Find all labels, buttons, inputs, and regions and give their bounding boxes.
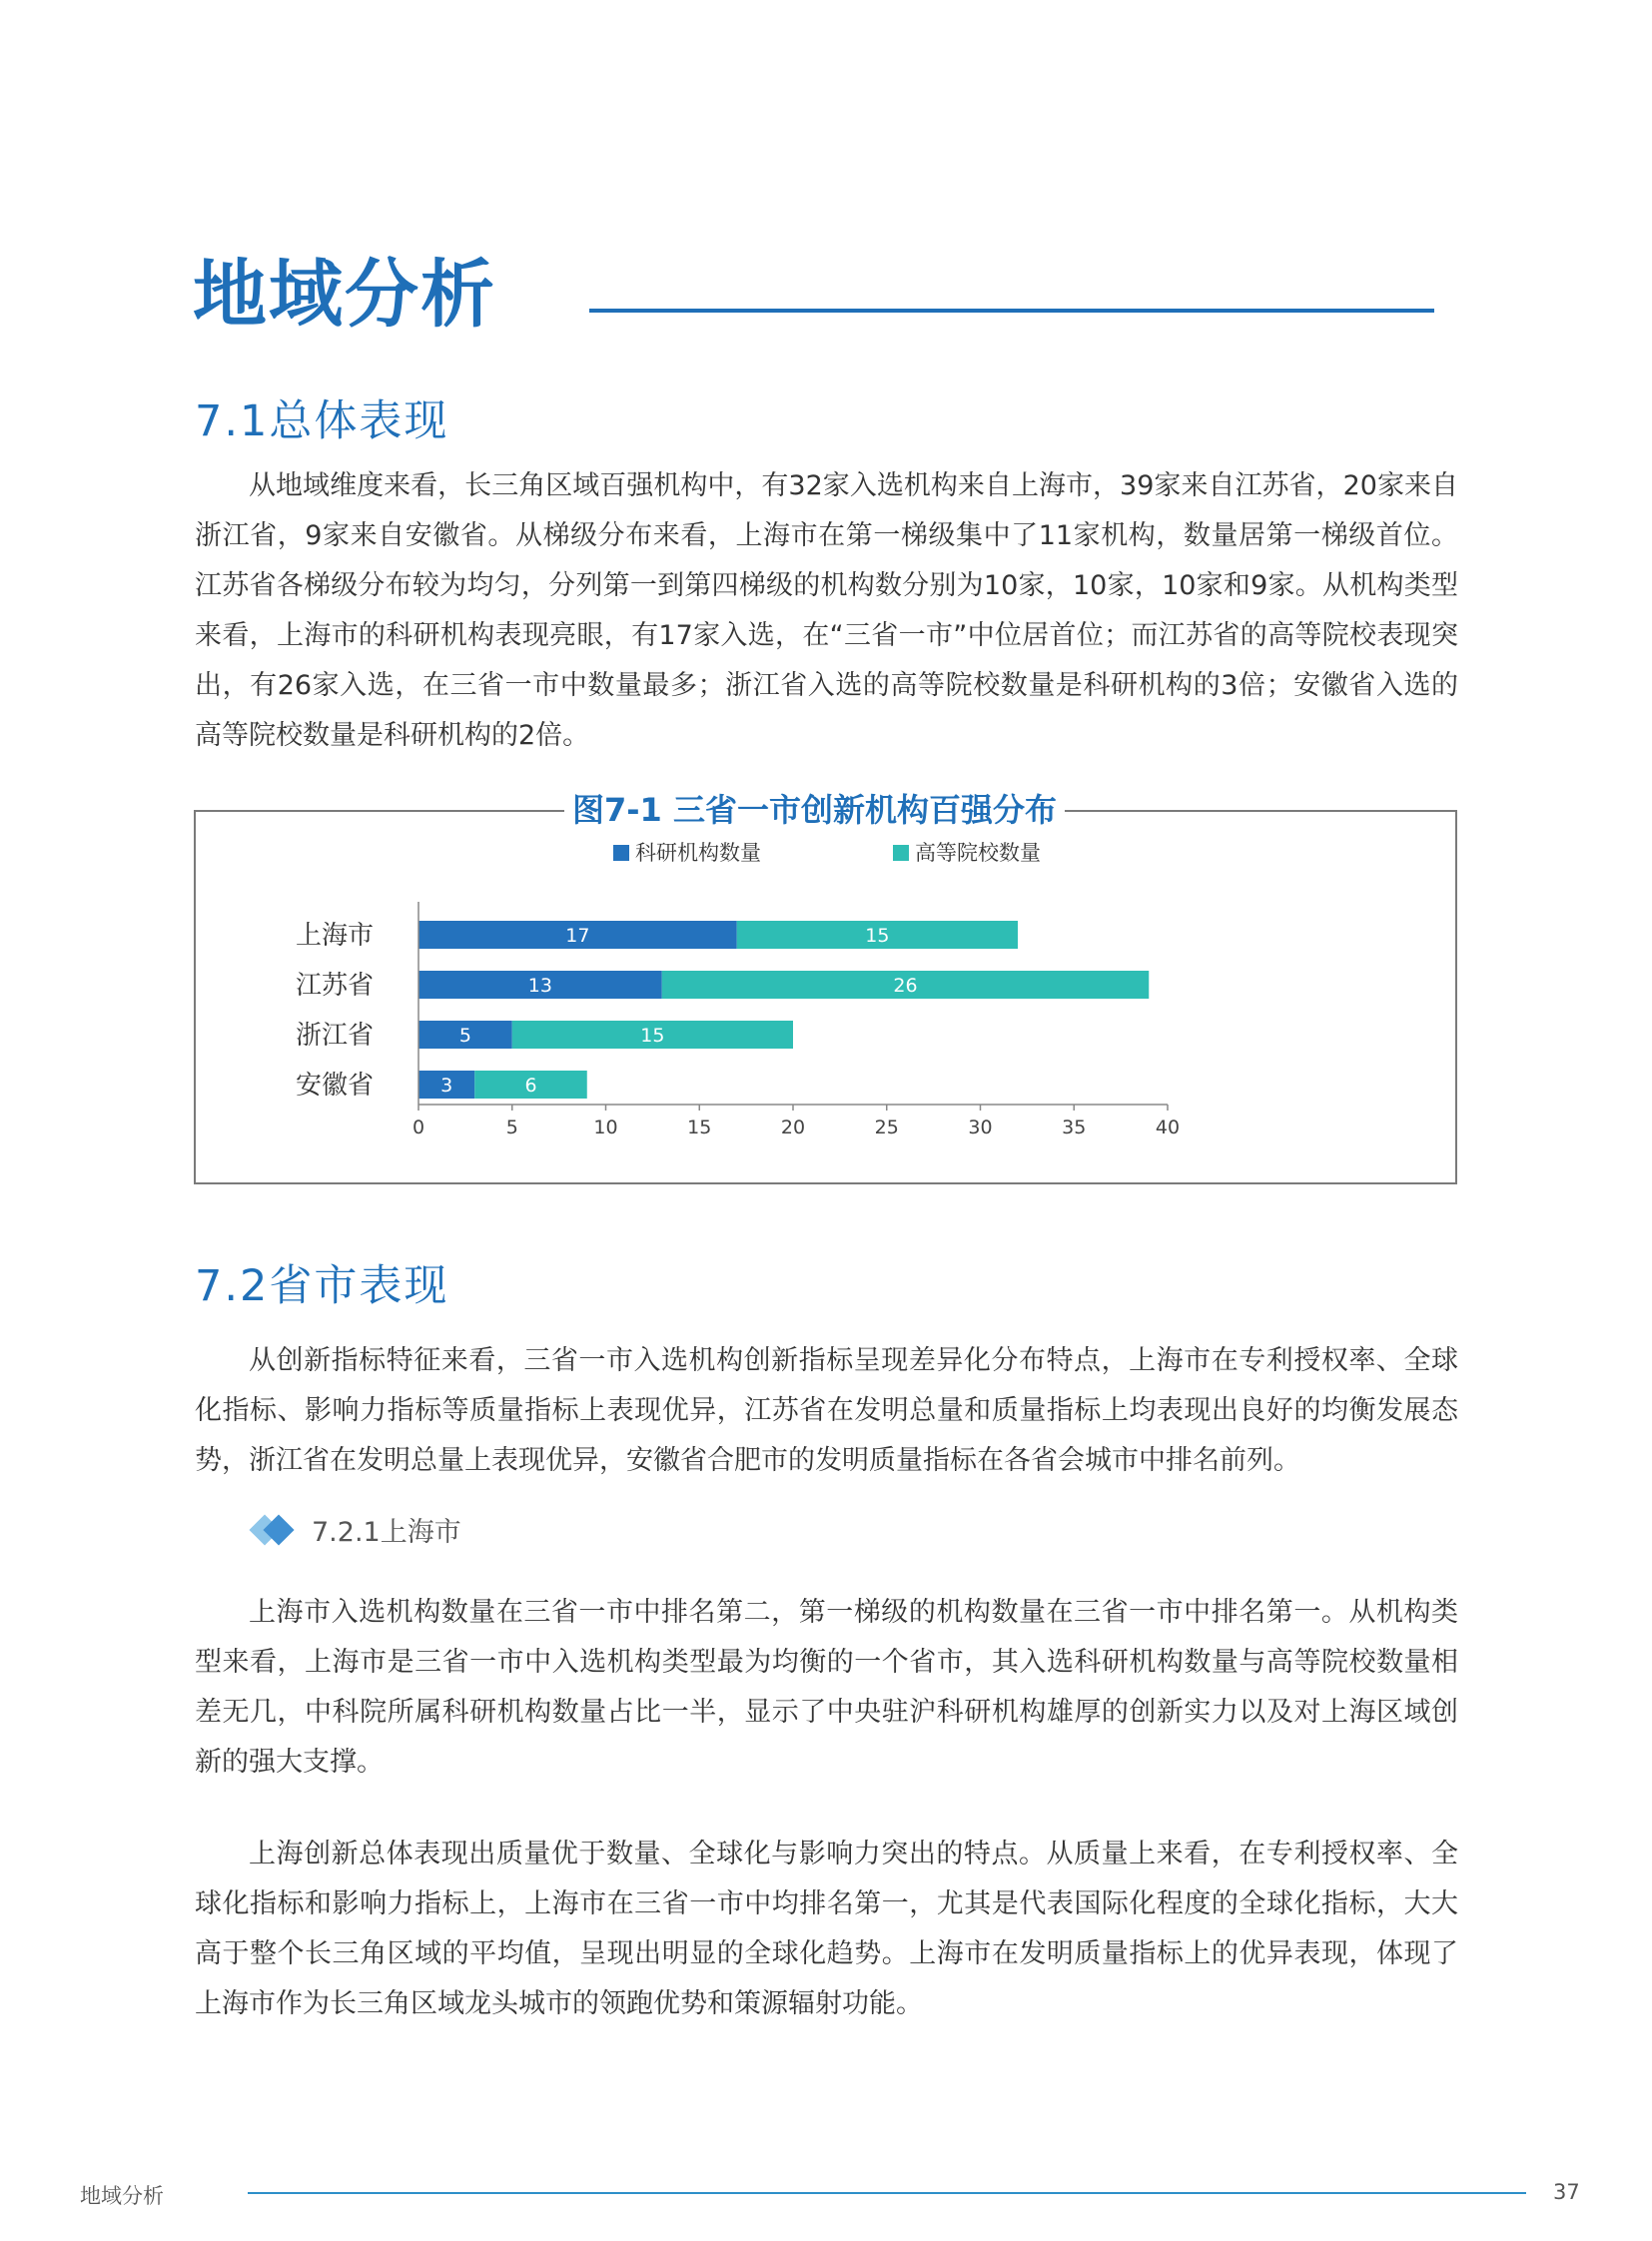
bar-value-label: 6	[524, 1075, 537, 1097]
subsection-paragraph-1: 上海市入选机构数量在三省一市中排名第二，第一梯级的机构数量在三省一市中排名第一。从机构类型来看，上海市是三省一市中入选机构类型最为均衡的一个省市，其入选科研机构数量与高等院校数量相差无几，中科院所属科研机构数量占比一半，显示了中央驻沪科研机构雄厚的创新实力以及对上海区域创新的强大支撑。	[195, 1597, 1458, 1778]
chart-title: 图7-1 三省一市创新机构百强分布	[564, 791, 1065, 829]
x-tick-label: 35	[1062, 1117, 1087, 1138]
legend-swatch-series-2	[893, 845, 909, 861]
category-label: 浙江省	[295, 1021, 374, 1051]
x-tick-label: 40	[1155, 1117, 1181, 1138]
diamond-icon	[252, 1512, 298, 1548]
bar-value-label: 3	[440, 1075, 453, 1097]
bar-value-label: 26	[893, 975, 918, 997]
section-7-2-paragraph: 从创新指标特征来看，三省一市入选机构创新指标呈现差异化分布特点，上海市在专利授权率、全球化指标、影响力指标等质量指标上表现优异，江苏省在发明总量和质量指标上均表现出良好的均衡发展态势，浙江省在发明总量上表现优异，安徽省合肥市的发明质量指标在各省会城市中排名前列。	[195, 1345, 1458, 1476]
footer-section-name: 地域分析	[80, 2184, 164, 2208]
chart-plot-area	[296, 902, 1180, 1138]
chart	[194, 810, 1457, 1184]
footer-rule	[248, 2192, 1526, 2194]
subsection-heading	[252, 1510, 461, 1549]
x-tick-label: 15	[687, 1117, 712, 1138]
bar-value-label: 15	[640, 1025, 665, 1047]
section-7-1-paragraph: 从地域维度来看，长三角区域百强机构中，有32家入选机构来自上海市，39家来自江苏省，20家来自浙江省，9家来自安徽省。从梯级分布来看，上海市在第一梯级集中了11家机构，数量居第一梯级首位。江苏省各梯级分布较为均匀，分列第一到第四梯级的机构数分别为10家，10家，10家和9家。从机构类型来看，上海市的科研机构表现亮眼，有17家入选，在“三省一市”中位居首位；而江苏省的高等院校表现突出，有26家入选，在三省一市中数量最多；浙江省入选的高等院校数量是科研机构的3倍；安徽省入选的高等院校数量是科研机构的2倍。	[195, 470, 1458, 751]
x-tick-label: 10	[593, 1117, 618, 1138]
category-label: 上海市	[295, 921, 374, 951]
x-tick-label: 20	[780, 1117, 806, 1138]
x-tick-label: 25	[874, 1117, 899, 1138]
x-tick-label: 5	[505, 1117, 518, 1138]
legend-label-series-2: 高等院校数量	[915, 841, 1041, 865]
chapter-title: 地域分析	[193, 252, 496, 338]
bar-value-label: 13	[527, 975, 552, 997]
bar-value-label: 15	[865, 925, 890, 947]
category-label: 安徽省	[295, 1071, 374, 1101]
page-number: 37	[1553, 2180, 1580, 2204]
subsection-title: 7.2.1上海市	[312, 1517, 461, 1548]
section-7-2-title: 7.2省市表现	[195, 1261, 449, 1311]
section-7-1-title: 7.1总体表现	[195, 396, 449, 446]
x-tick-label: 0	[412, 1117, 425, 1138]
category-label: 江苏省	[295, 971, 374, 1001]
bar-value-label: 5	[458, 1025, 471, 1047]
subsection-paragraph-2: 上海创新总体表现出质量优于数量、全球化与影响力突出的特点。从质量上来看，在专利授权率、全球化指标和影响力指标上，上海市在三省一市中均排名第一，尤其是代表国际化程度的全球化指标，大大高于整个长三角区域的平均值，呈现出明显的全球化趋势。上海市在发明质量指标上的优异表现，体现了上海市作为长三角区域龙头城市的领跑优势和策源辐射功能。	[195, 1839, 1458, 2019]
chart-legend	[613, 841, 1041, 865]
legend-label-series-1: 科研机构数量	[635, 841, 761, 865]
x-tick-label: 30	[968, 1117, 993, 1138]
legend-swatch-series-1	[613, 845, 629, 861]
chapter-title-rule	[589, 309, 1434, 313]
bar-value-label: 17	[565, 925, 590, 947]
